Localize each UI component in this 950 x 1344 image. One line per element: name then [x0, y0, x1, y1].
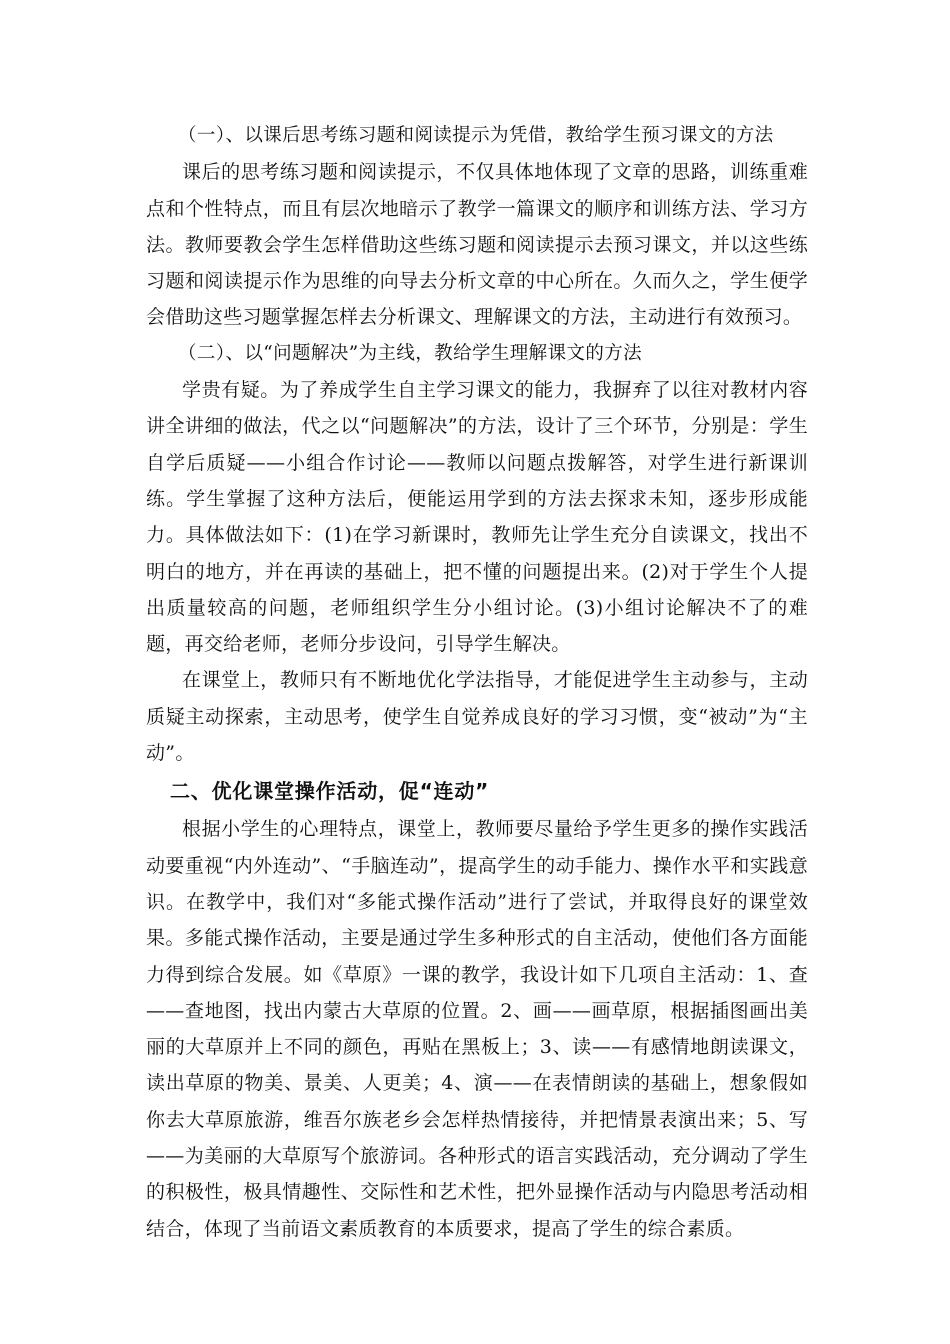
- section1-title: （一）、以课后思考练习题和阅读提示为凭借，教给学生预习课文的方法: [178, 125, 774, 146]
- section2-body: 学贵有疑。为了养成学生自主学习课文的能力，我摒弃了以往对教材内容讲全讲细的做法，代之以“问题解决”的方法，设计了三个环节，分别是：学生自学后质疑——小组合作讨论——教师以问题点拨解答，对学生进行新课训练。学生掌握了这种方法后，便能运用学到的方法去探求未知，逐步形成能力。具体做法如下：(1)在学习新课时，教师先让学生充分自读课文，找出不明白的地方，并在再读的基础上，把不懂的问题提出来。(2)对于学生个人提出质量较高的问题，老师组织学生分小组讨论。(3)小组讨论解决不了的难题，再交给老师，老师分步设问，引导学生解决。: [146, 379, 808, 656]
- heading2-body: 根据小学生的心理特点，课堂上，教师要尽量给予学生更多的操作实践活动要重视“内外连动”、“手脑连动”，提高学生的动手能力、操作水平和实践意识。在教学中，我们对“多能式操作活动”进行了尝试，并取得良好的课堂效果。多能式操作活动，主要是通过学生多种形式的自主活动，使他们各方面能力得到综合发展。如《草原》一课的教学，我设计如下几项自主活动：1、查——查地图，找出内蒙古大草原的位置。2、画——画草原，根据插图画出美丽的大草原并上不同的颜色，再贴在黑板上；3、读——有感情地朗读课文，读出草原的物美、景美、人更美；4、演——在表情朗读的基础上，想象假如你去大草原旅游，维吾尔族老乡会怎样热情接待，并把情景表演出来；5、写——为美丽的大草原写个旅游词。各种形式的语言实践活动，充分调动了学生的积极性，极具情趣性、交际性和艺术性，把外显操作活动与内隐思考活动相结合，体现了当前语文素质教育的本质要求，提高了学生的综合素质。: [146, 818, 808, 1240]
- section1-body: 课后的思考练习题和阅读提示，不仅具体地体现了文章的思路，训练重难点和个性特点，而且有层次地暗示了教学一篇课文的顺序和训练方法、学习方法。教师要教会学生怎样借助这些练习题和阅读提示去预习课文，并以这些练习题和阅读提示作为思维的向导去分析文章的中心所在。久而久之，学生便学会借助这些习题掌握怎样去分析课文、理解课文的方法，主动进行有效预习。: [146, 161, 808, 329]
- section2-title: （二）、以“问题解决”为主线，教给学生理解课文的方法: [178, 342, 643, 364]
- document-page: [146, 118, 808, 1247]
- heading-2: 二、优化课堂操作活动，促“连动”: [170, 779, 490, 804]
- section2-summary: 在课堂上，教师只有不断地优化学法指导，才能促进学生主动参与，主动质疑主动探索，主动思考，使学生自觉养成良好的学习习惯，变“被动”为“主动”。: [146, 669, 808, 765]
